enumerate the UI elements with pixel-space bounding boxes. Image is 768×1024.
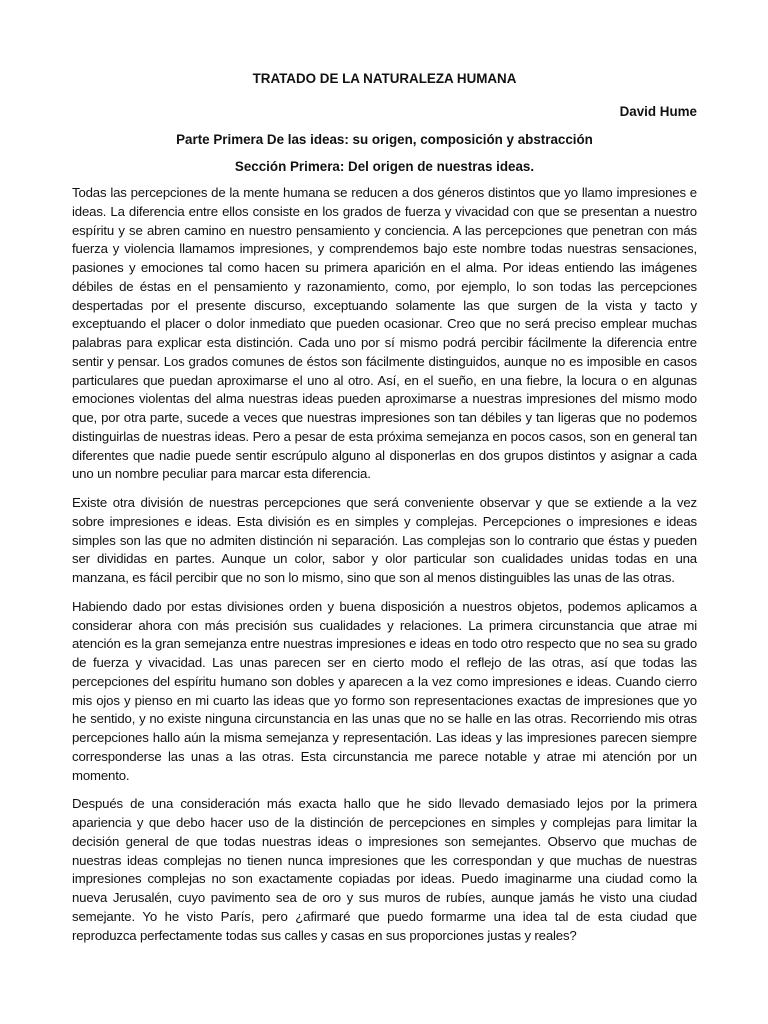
document-title: TRATADO DE LA NATURALEZA HUMANA (252, 71, 517, 86)
part-heading: Parte Primera De las ideas: su origen, composición y abstracción (176, 132, 593, 147)
paragraph-3: Habiendo dado por estas divisiones orden y buena disposición a nuestros objetos, podemos aplicamos a considerar ahora con más precisión sus cualidades y relaciones. La primera circunstancia que atrae mi atención es la gran semejanza entre nuestras impresiones e ideas en todo otro respecto que no sea su grado de fuerza y vivacidad. Las unas parecen ser en cierto modo el reflejo de las otras, así que todas las percepciones del espíritu humano son dobles y aparecen a la vez como impresiones e ideas. Cuando cierro mis ojos y pienso en mi cuarto las ideas que yo formo son representaciones exactas de impresiones que yo he sentido, y no existe ninguna circunstancia en las unas que no se halle en las otras. Recorriendo mis otras percepciones hallo aún la misma semejanza y representación. Las ideas y las impresiones parecen siempre corresponderse las unas a las otras. Esta circunstancia me parece notable y atrae mi atención por un momento. (72, 598, 697, 783)
paragraph-1: Todas las percepciones de la mente humana se reducen a dos géneros distintos que yo llamo impresiones e ideas. La diferencia entre ellos consiste en los grados de fuerza y vivacidad con que se presentan a nuestro espíritu y se abren camino en nuestro pensamiento y conciencia. A las percepciones que penetran con más fuerza y violencia llamamos impresiones, y comprendemos bajo este nombre todas nuestras sensaciones, pasiones y emociones tal como hacen su primera aparición en el alma. Por ideas entiendo las imágenes débiles de éstas en el pensamiento y razonamiento, como, por ejemplo, lo son todas las percepciones despertadas por el presente discurso, exceptuando solamente las que surgen de la vista y tacto y exceptuando el placer o dolor inmediato que pueden ocasionar. Creo que no será preciso emplear muchas palabras para explicar esta distinción. Cada uno por sí mismo podrá percibir fácilmente la diferencia entre sentir y pensar. Los grados comunes de éstos son fácilmente distinguidos, aunque no es imposible en casos particulares que puedan aproximarse el uno al otro. Así, en el sueño, en una fiebre, la locura o en algunas emociones violentas del alma nuestras ideas pueden aproximarse a nuestras impresiones del mismo modo que, por otra parte, sucede a veces que nuestras impresiones son tan débiles y tan ligeras que no podemos distinguirlas de nuestras ideas. Pero a pesar de esta próxima semejanza en pocos casos, son en general tan diferentes que nadie puede sentir escrúpulo alguno al disponerlas en dos grupos distintos y asignar a cada uno un nombre peculiar para marcar esta diferencia. (72, 185, 697, 482)
paragraph-2: Existe otra división de nuestras percepciones que será conveniente observar y que se extiende a la vez sobre impresiones e ideas. Esta división es en simples y complejas. Percepciones o impresiones e ideas simples son las que no admiten distinción ni separación. Las complejas son lo contrario que éstas y pueden ser divididas en partes. Aunque un color, sabor y olor particular son cualidades unidas todas en una manzana, es fácil percibir que no son lo mismo, sino que son al menos distinguibles las unas de las otras. (72, 495, 697, 585)
document-page (72, 70, 697, 955)
document-author: David Hume (619, 104, 697, 119)
paragraph-4: Después de una consideración más exacta hallo que he sido llevado demasiado lejos por la primera apariencia y que debo hacer uso de la distinción de percepciones en simples y complejas para limitar la decisión general de que todas nuestras ideas o impresiones son semejantes. Observo que muchas de nuestras ideas complejas no tienen nunca impresiones que les correspondan y que muchas de nuestras impresiones complejas no son exactamente copiadas por ideas. Puedo imaginarme una ciudad como la nueva Jerusalén, cuyo pavimento sea de oro y sus muros de rubíes, aunque jamás he visto una ciudad semejante. Yo he visto París, pero ¿afirmaré que puedo formarme una idea tal de esta ciudad que reproduzca perfectamente todas sus calles y casas en sus proporciones justas y reales? (72, 796, 697, 943)
section-heading: Sección Primera: Del origen de nuestras ideas. (234, 159, 535, 174)
